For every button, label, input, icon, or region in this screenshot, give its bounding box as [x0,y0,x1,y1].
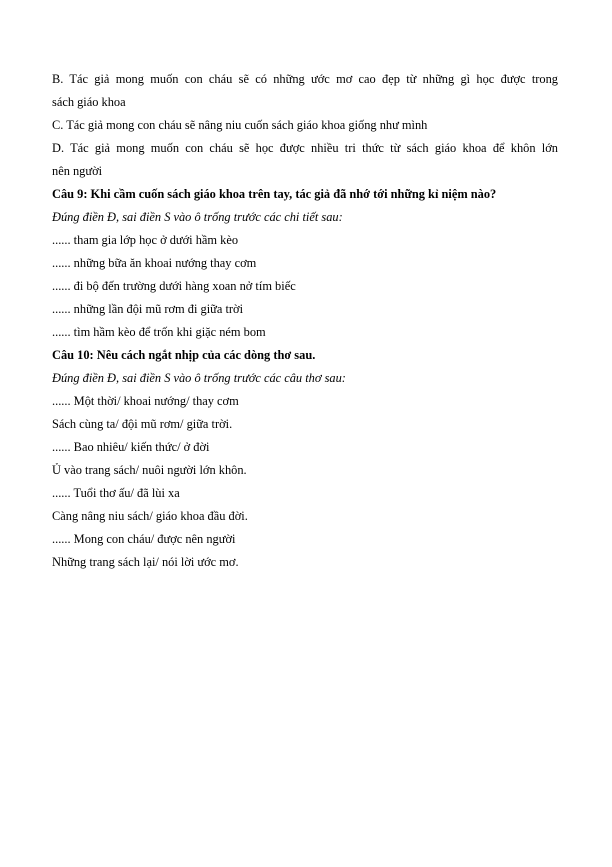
question-9-item: ...... đi bộ đến trường dưới hàng xoan nở tím biếc [52,279,296,293]
poem-line: Ủ vào trang sách/ nuôi người lớn khôn. [52,463,247,477]
poem-line: ...... Bao nhiêu/ kiến thức/ ở đời [52,440,210,454]
option-d-line-1: D. Tác giả mong muốn con cháu sẽ học được nhiều tri thức từ sách giáo khoa để khôn lớn [52,141,558,155]
option-c: C. Tác giả mong con cháu sẽ nâng niu cuốn sách giáo khoa giống như mình [52,118,428,132]
poem-line: ...... Mong con cháu/ được nên người [52,532,236,546]
question-9-item: ...... những lần đội mũ rơm đi giữa trời [52,302,244,316]
poem-line: Những trang sách lại/ nói lời ước mơ. [52,555,239,569]
question-9-item: ...... tham gia lớp học ở dưới hầm kèo [52,233,239,247]
question-10-instruction: Đúng điền Đ, sai điền S vào ô trống trước các câu thơ sau: [52,371,346,385]
poem-line: ...... Một thời/ khoai nướng/ thay cơm [52,394,239,408]
question-9-item: ...... những bữa ăn khoai nướng thay cơm [52,256,257,270]
option-d-line-2: nên người [52,164,103,178]
question-9-instruction: Đúng điền Đ, sai điền S vào ô trống trước các chi tiết sau: [52,210,343,224]
option-b-line-2: sách giáo khoa [52,95,126,109]
question-9-item: ...... tìm hầm kèo để trốn khi giặc ném bom [52,325,266,339]
question-9-title: Câu 9: Khi cầm cuốn sách giáo khoa trên tay, tác giả đã nhớ tới những kỉ niệm nào? [52,187,497,201]
poem-line: Sách cùng ta/ đội mũ rơm/ giữa trời. [52,417,233,431]
question-10-title: Câu 10: Nêu cách ngắt nhịp của các dòng thơ sau. [52,348,316,362]
option-b-line-1: B. Tác giả mong muốn con cháu sẽ có những ước mơ cao đẹp từ những gì học được trong [52,72,558,86]
poem-line: Càng nâng niu sách/ giáo khoa đầu đời. [52,509,248,523]
poem-line: ...... Tuổi thơ ấu/ đã lùi xa [52,486,180,500]
